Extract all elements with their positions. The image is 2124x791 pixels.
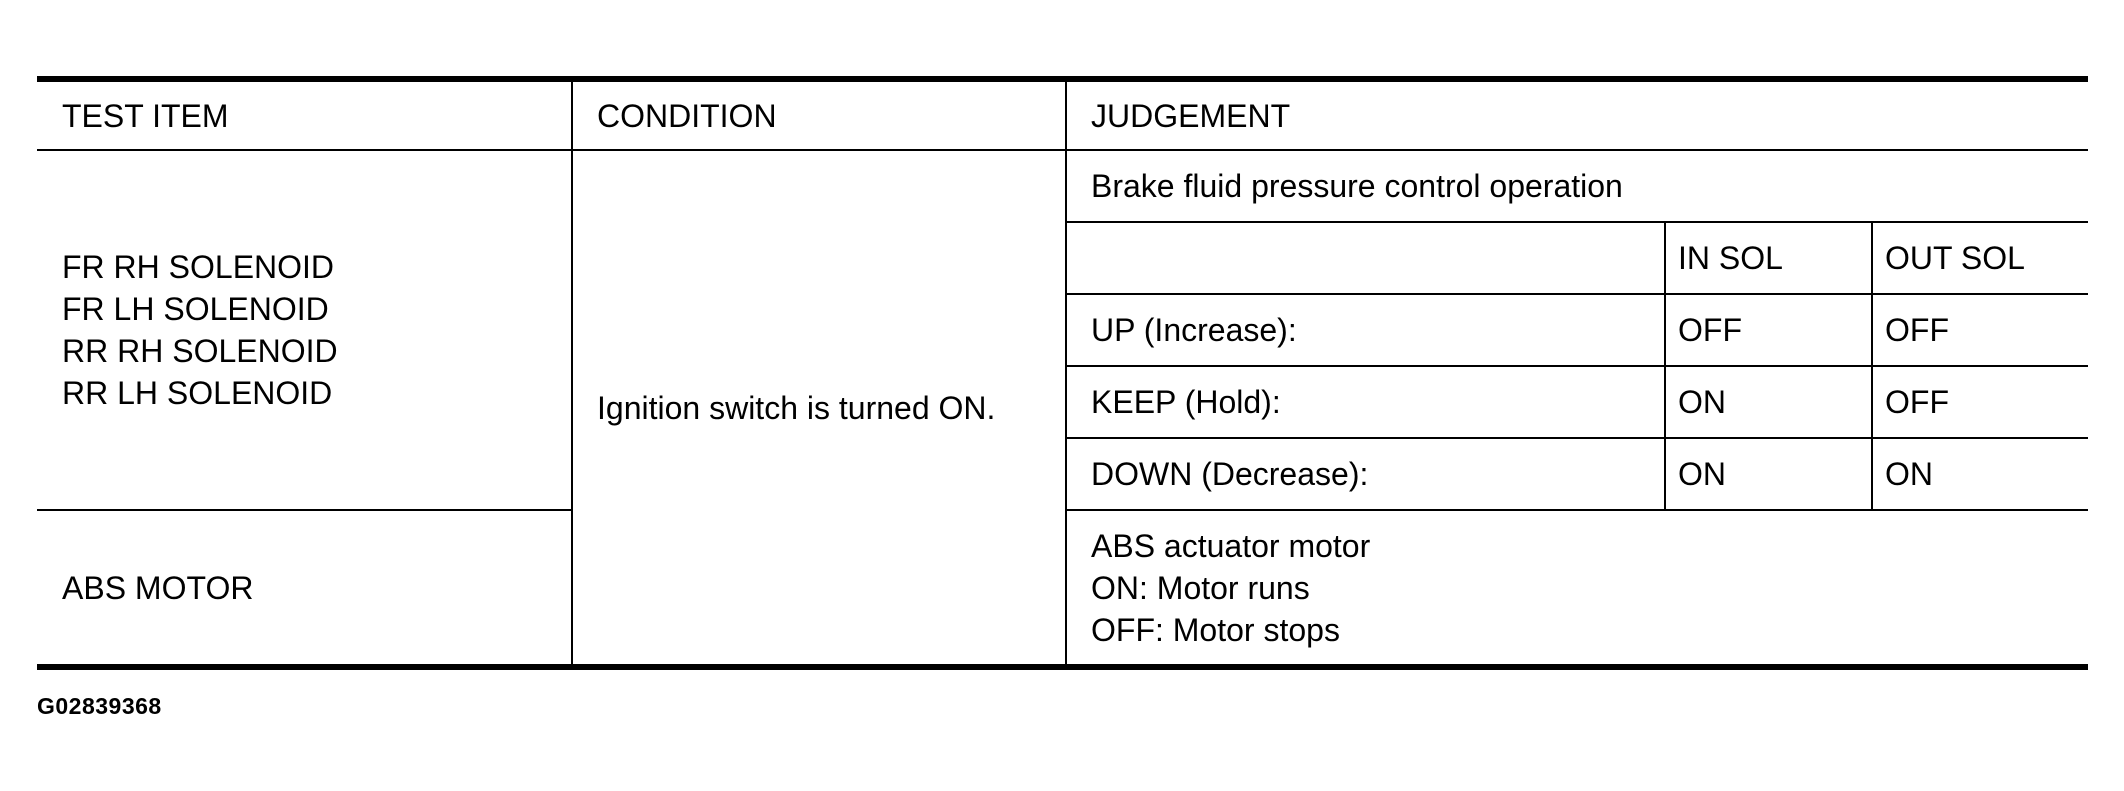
sub-header-out-sol: OUT SOL	[1872, 222, 2088, 294]
sub-header-in-sol: IN SOL	[1665, 222, 1872, 294]
header-condition: CONDITION	[572, 79, 1066, 150]
header-row	[37, 79, 2088, 150]
motor-judgement-line-2: ON: Motor runs	[1091, 569, 1310, 606]
motor-judgement-cell	[1066, 510, 2088, 667]
test-item-rr-lh: RR LH SOLENOID	[62, 375, 333, 411]
table-row	[37, 150, 2088, 222]
pressure-control-title: Brake fluid pressure control operation	[1066, 150, 2088, 222]
test-item-fr-lh: FR LH SOLENOID	[62, 291, 329, 327]
mode-up-in-sol: OFF	[1665, 294, 1872, 366]
mode-keep-out-sol: OFF	[1872, 366, 2088, 438]
test-item-rr-rh: RR RH SOLENOID	[62, 333, 338, 369]
mode-keep-label: KEEP (Hold):	[1066, 366, 1665, 438]
mode-up-label: UP (Increase):	[1066, 294, 1665, 366]
motor-item-cell: ABS MOTOR	[37, 510, 572, 667]
motor-judgement-line-3: OFF: Motor stops	[1091, 611, 1340, 648]
spec-table	[37, 76, 2088, 670]
header-test-item: TEST ITEM	[37, 79, 572, 150]
sub-header-blank	[1066, 222, 1665, 294]
mode-down-out-sol: ON	[1872, 438, 2088, 510]
solenoid-items-cell	[37, 150, 572, 510]
mode-down-in-sol: ON	[1665, 438, 1872, 510]
motor-judgement-line-1: ABS actuator motor	[1091, 527, 1371, 564]
condition-cell: Ignition switch is turned ON.	[572, 150, 1066, 667]
mode-keep-in-sol: ON	[1665, 366, 1872, 438]
header-judgement: JUDGEMENT	[1066, 79, 2088, 150]
figure-id: G02839368	[37, 693, 162, 719]
mode-up-out-sol: OFF	[1872, 294, 2088, 366]
mode-down-label: DOWN (Decrease):	[1066, 438, 1665, 510]
test-item-fr-rh: FR RH SOLENOID	[62, 249, 335, 285]
